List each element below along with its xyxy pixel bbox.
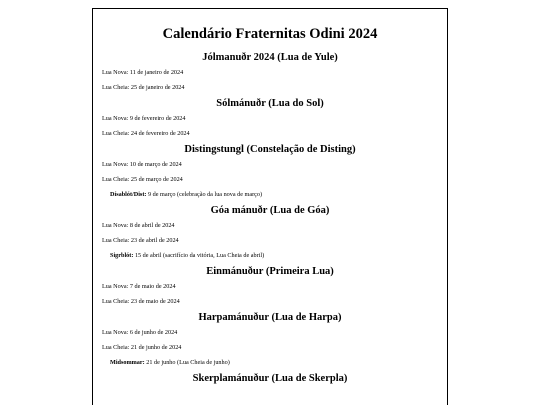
document-title: Calendário Fraternitas Odini 2024	[162, 26, 378, 42]
month-section-jolmanudr	[102, 51, 438, 92]
event-line	[102, 359, 438, 367]
event-name: Dísablót/Dist:	[110, 191, 147, 198]
new-moon-line: Lua Nova: 11 de janeiro de 2024	[102, 69, 184, 76]
full-moon-line: Lua Cheia: 24 de fevereiro de 2024	[102, 130, 190, 137]
event-name: Sigrblót:	[110, 252, 134, 259]
event-description: 15 de abril (sacrifício da vitória, Lua Cheia de abril)	[133, 252, 265, 259]
full-moon-line: Lua Cheia: 25 de janeiro de 2024	[102, 84, 185, 91]
month-section-harpamanudur	[102, 311, 438, 367]
full-moon-line: Lua Cheia: 21 de junho de 2024	[102, 344, 182, 351]
full-moon-line: Lua Cheia: 25 de março de 2024	[102, 176, 183, 183]
event-line	[102, 191, 438, 199]
month-heading: Harpamánuður (Lua de Harpa)	[198, 312, 342, 323]
full-moon-line: Lua Cheia: 23 de maio de 2024	[102, 298, 180, 305]
event-name: Midsommar:	[110, 359, 145, 366]
month-heading: Sólmánuðr (Lua do Sol)	[216, 98, 324, 109]
document-page	[92, 8, 448, 405]
month-heading: Einmánuður (Primeira Lua)	[206, 266, 334, 277]
month-heading: Skerplamánuður (Lua de Skerpla)	[192, 373, 348, 384]
new-moon-line: Lua Nova: 6 de junho de 2024	[102, 329, 178, 336]
month-section-goa-manudr	[102, 204, 438, 260]
month-section-skerplamanudur	[102, 372, 438, 385]
new-moon-line: Lua Nova: 8 de abril de 2024	[102, 222, 175, 229]
event-description: 9 de março (celebração da lua nova de março)	[146, 191, 263, 198]
new-moon-line: Lua Nova: 9 de fevereiro de 2024	[102, 115, 186, 122]
month-heading: Jólmanuðr 2024 (Lua de Yule)	[202, 52, 338, 63]
month-section-distingstungl	[102, 143, 438, 199]
new-moon-line: Lua Nova: 7 de maio de 2024	[102, 283, 176, 290]
month-section-einmanudur	[102, 265, 438, 306]
event-line	[102, 252, 438, 260]
event-description: 21 de junho (Lua Cheia de junho)	[144, 359, 230, 366]
month-heading: Distingstungl (Constelação de Disting)	[184, 144, 356, 155]
new-moon-line: Lua Nova: 10 de março de 2024	[102, 161, 182, 168]
full-moon-line: Lua Cheia: 23 de abril de 2024	[102, 237, 179, 244]
month-section-solmanudr	[102, 97, 438, 138]
month-heading: Góa mánuðr (Lua de Góa)	[210, 205, 330, 216]
